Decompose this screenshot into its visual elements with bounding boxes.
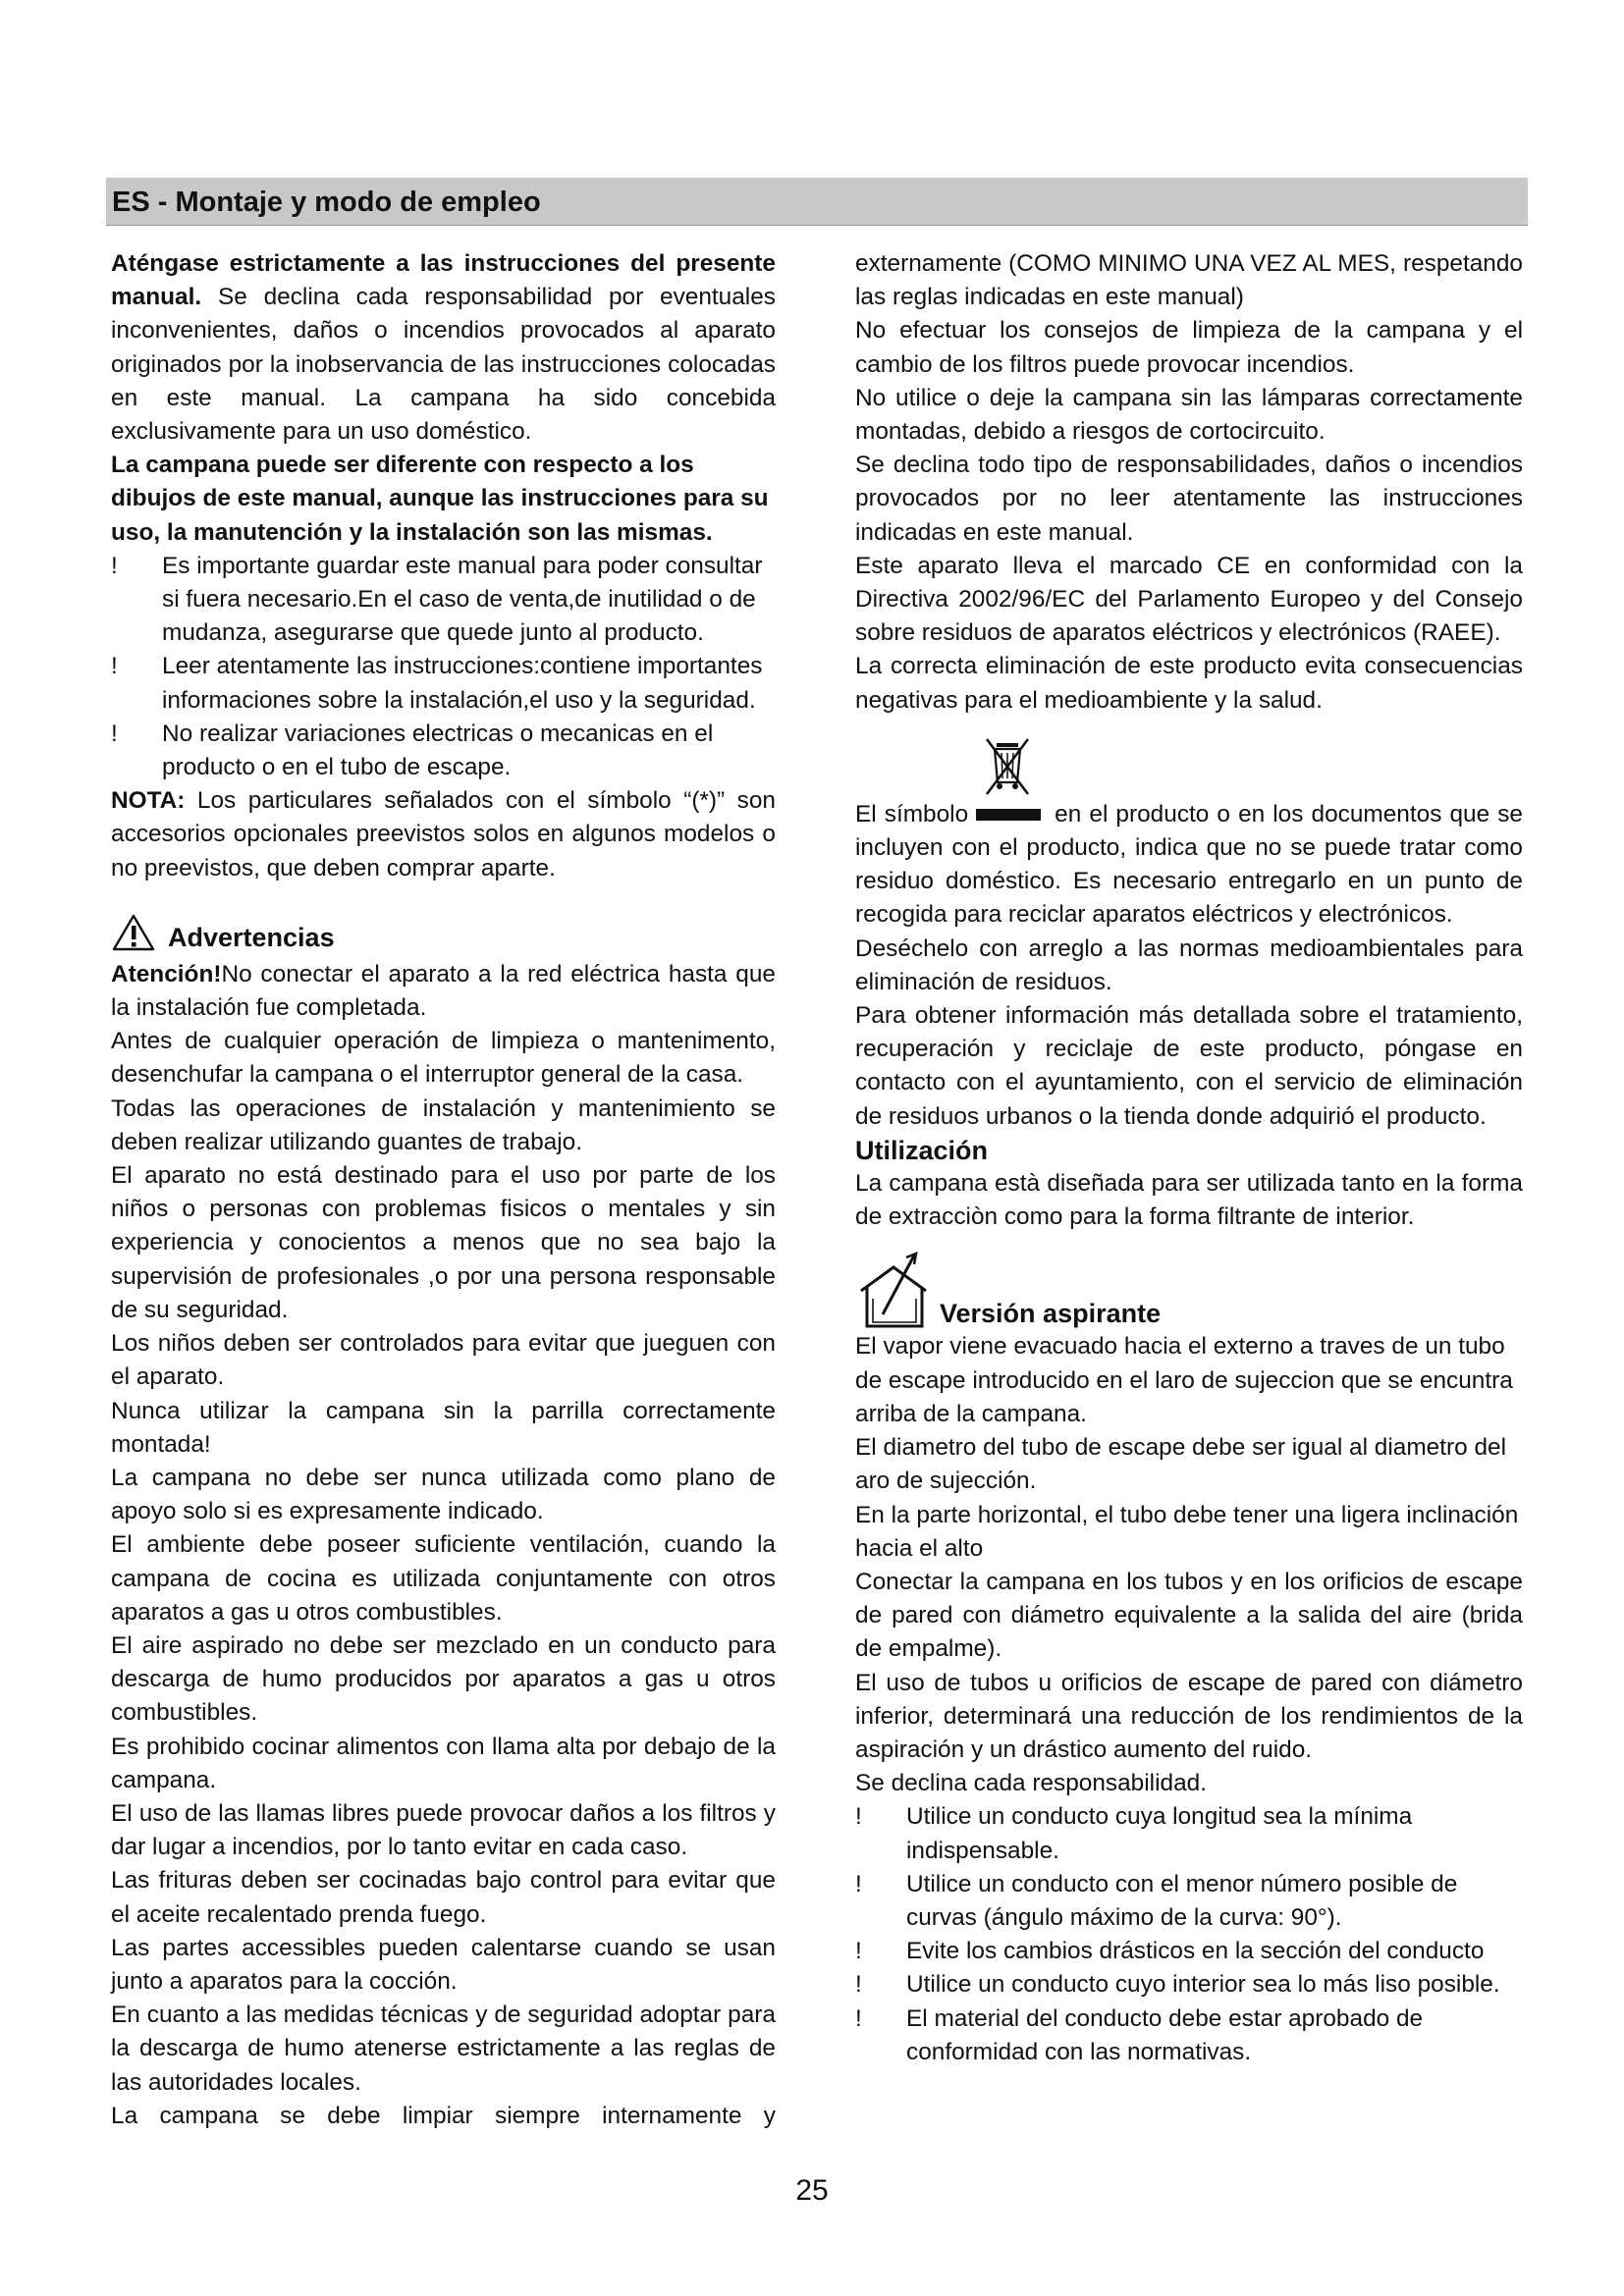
- left-bullet: [111, 550, 776, 651]
- warning-paragraph: Las partes accessibles pueden calentarse cuando se usan junto a aparatos para la cocción.: [111, 1934, 776, 1995]
- crossed-bin-icon: [983, 737, 1032, 798]
- left-bullet: [111, 650, 776, 717]
- warning-triangle-icon: [111, 913, 156, 952]
- version-title: Versión aspirante: [940, 1299, 1162, 1329]
- right-bullet-text: Utilice un conducto cuyo interior sea lo más liso posible.: [906, 1971, 1500, 1999]
- utilizacion-text: La campana està diseñada para ser utilizada tanto en la forma de extracciòn como para la forma filtrante de interior.: [855, 1170, 1523, 1231]
- symbol-prefix: El símbolo: [855, 800, 969, 828]
- section-title: ES - Montaje y modo de empleo: [112, 187, 541, 218]
- nota-paragraph: [111, 784, 776, 885]
- warning-paragraph: Antes de cualquier operación de limpieza o mantenimento, desenchufar la campana o el interruptor general de la casa.: [111, 1028, 776, 1089]
- atencion-text: No conectar el aparato a la red eléctrica hasta que la instalación fue completada.: [111, 960, 776, 1022]
- right-paragraph: No efectuar los consejos de limpieza de la campana y el cambio de los filtros puede provocar incendios.: [855, 317, 1523, 378]
- warnings-title: Advertencias: [168, 922, 335, 952]
- warning-paragraph: El uso de las llamas libres puede provocar daños a los filtros y dar lugar a incendios, por lo tanto evitar en cada caso.: [111, 1799, 776, 1861]
- bullet-mark: !: [111, 720, 118, 747]
- warning-paragraph: En cuanto a las medidas técnicas y de seguridad adoptar para la descarga de humo atenerse estrictamente a las reglas de las autoridades locales.: [111, 2002, 776, 2096]
- bullet-mark: !: [111, 552, 118, 579]
- nota-label: NOTA:: [111, 787, 186, 815]
- warning-paragraph: Las frituras deben ser cocinadas bajo control para evitar que el aceite recalentado prenda fuego.: [111, 1867, 776, 1928]
- warning-paragraph: El ambiente debe poseer suficiente ventilación, cuando la campana de cocina es utilizada conjuntamente con otros aparatos a gas u otros combustibles.: [111, 1531, 776, 1626]
- version-paragraph: En la parte horizontal, el tubo debe tener una ligera inclinación hacia el alto: [855, 1501, 1519, 1562]
- right-bullet-text: Evite los cambios drásticos en la sección del conducto: [906, 1938, 1485, 1965]
- atencion-paragraph: [111, 958, 776, 1025]
- warning-paragraph: Es prohibido cocinar alimentos con llama alta por debajo de la campana.: [111, 1733, 776, 1793]
- warning-paragraph: Nunca utilizar la campana sin la parrilla correctamente montada!: [111, 1397, 776, 1458]
- right-bullet: [855, 1968, 1523, 2002]
- right-bullet: [855, 1935, 1523, 1968]
- right-bullet-text: El material del conducto debe estar aprobado de conformidad con las normativas.: [906, 2004, 1424, 2065]
- right-paragraph: No utilice o deje la campana sin las lámparas correctamente montadas, debido a riesgos de cortocircuito.: [855, 384, 1523, 446]
- right-paragraph: La correcta eliminación de este producto evita consecuencias negativas para el medioambiente y la salud.: [855, 653, 1523, 714]
- right-paragraph: Se declina todo tipo de responsabilidades, daños o incendios provocados por no leer atentamente las instrucciones indicadas en este manual.: [855, 452, 1523, 546]
- left-bullet-text: No realizar variaciones electricas o mecanicas en el producto o en el tubo de escape.: [162, 720, 714, 781]
- version-paragraph: El diametro del tubo de escape debe ser igual al diametro del aro de sujección.: [855, 1434, 1507, 1495]
- warnings-heading: [111, 905, 776, 954]
- difference-notice: La campana puede ser diferente con respecto a los dibujos de este manual, aunque las instrucciones para su uso, la manutención y la instalación son las mismas.: [111, 452, 769, 546]
- bullet-mark: !: [855, 1803, 862, 1831]
- bullet-mark: !: [111, 653, 118, 680]
- disposal-paragraph: Deséchelo con arreglo a las normas medioambientales para eliminación de residuos.: [855, 934, 1523, 995]
- intro-paragraph: [111, 247, 776, 449]
- page-number: 25: [795, 2174, 829, 2207]
- version-paragraph: El vapor viene evacuado hacia el externo a traves de un tubo de escape introducido en el laro de sujeccion que se encuntra arriba de la campana.: [855, 1333, 1513, 1427]
- right-bullet-text: Utilice un conducto cuya longitud sea la mínima indispensable.: [906, 1803, 1413, 1864]
- right-column: [855, 247, 1523, 2069]
- bullet-mark: !: [855, 1971, 862, 1999]
- right-paragraph: externamente (COMO MINIMO UNA VEZ AL MES, respetando las reglas indicadas en este manual): [855, 250, 1523, 311]
- nota-text: Los particulares señalados con el símbolo “(*)” son accesorios opcionales preevistos solos en algunos modelos o no preevistos, que deben comprar aparte.: [111, 787, 776, 881]
- left-bullet: [111, 718, 776, 784]
- version-paragraph: Conectar la campana en los tubos y en los orificios de escape de pared con diámetro equivalente a la salida del aire (brida de empalme).: [855, 1568, 1523, 1663]
- left-bullet-text: Leer atentamente las instrucciones:contiene importantes informaciones sobre la instalación,el uso y la seguridad.: [162, 653, 763, 714]
- right-paragraph: Este aparato lleva el marcado CE en conformidad con la Directiva 2002/96/EC del Parlamento Europeo y del Consejo sobre residuos de aparatos eléctricos y electrónicos (RAEE).: [855, 552, 1523, 647]
- intro-text: Se declina cada responsabilidad por eventuales inconvenientes, daños o incendios provocados al aparato originados por la inobservancia de las instrucciones colocadas en este manual. La campana ha sido concebida exclusivamente para un uso doméstico.: [111, 284, 776, 446]
- version-paragraph: El uso de tubos u orificios de escape de pared con diámetro inferior, determinará una reducción de los rendimientos de la aspiración y un drástico aumento del ruido.: [855, 1669, 1523, 1763]
- symbol-text: en el producto o en los documentos que se incluyen con el producto, indica que no se puede tratar como residuo doméstico. Es necesario entregarlo en un punto de recogida para reciclar aparatos eléctricos y electrónicos.: [855, 800, 1523, 929]
- right-bullet: [855, 1868, 1523, 1935]
- warning-paragraph: Los niños deben ser controlados para evitar que jueguen con el aparato.: [111, 1330, 776, 1391]
- warning-paragraph: El aire aspirado no debe ser mezclado en un conducto para descarga de humo producidos por aparatos a gas u otros combustibles.: [111, 1631, 776, 1727]
- version-heading: [855, 1252, 1523, 1330]
- version-paragraph: Se declina cada responsabilidad.: [855, 1770, 1207, 1797]
- bullet-mark: !: [855, 2004, 862, 2032]
- right-bullet: [855, 1800, 1523, 1867]
- black-bar-symbol-icon: [976, 809, 1041, 821]
- warning-paragraph: La campana se debe limpiar siempre internamente y: [111, 2102, 776, 2129]
- warning-paragraph: Todas las operaciones de instalación y mantenimiento se deben realizar utilizando guantes de trabajo.: [111, 1095, 776, 1155]
- right-bullet: [855, 2002, 1523, 2069]
- intro-bold: Aténgase estrictamente a las instrucciones del presente manual.: [111, 250, 776, 311]
- symbol-paragraph: [855, 798, 1523, 933]
- left-bullet-text: Es importante guardar este manual para poder consultar si fuera necesario.En el caso de venta,de inutilidad o de mudanza, asegurarse que quede junto al producto.: [162, 552, 763, 647]
- bullet-mark: !: [855, 1938, 862, 1965]
- warning-paragraph: El aparato no está destinado para el uso por parte de los niños o personas con problemas fisicos o mentales y sin experiencia y conocientos a menos que no sea bajo la supervisión de profesionales ,o por una persona responsable de su seguridad.: [111, 1162, 776, 1323]
- warning-paragraph: La campana no debe ser nunca utilizada como plano de apoyo solo si es expresamente indicado.: [111, 1464, 776, 1525]
- house-duct-icon: [855, 1252, 932, 1330]
- section-header-bar: [106, 178, 1528, 226]
- bullet-mark: !: [855, 1870, 862, 1897]
- atencion-label: Atención!: [111, 960, 222, 988]
- disposal-paragraph: Para obtener información más detallada sobre el tratamiento, recuperación y reciclaje de este producto, póngase en contacto con el ayuntamiento, con el servicio de eliminación de residuos urbanos o la tienda donde adquirió el producto.: [855, 1002, 1523, 1130]
- left-column: [111, 247, 776, 2133]
- right-bullet-text: Utilice un conducto con el menor número posible de curvas (ángulo máximo de la curva: 90°).: [906, 1870, 1458, 1931]
- utilizacion-title: Utilización: [855, 1135, 989, 1165]
